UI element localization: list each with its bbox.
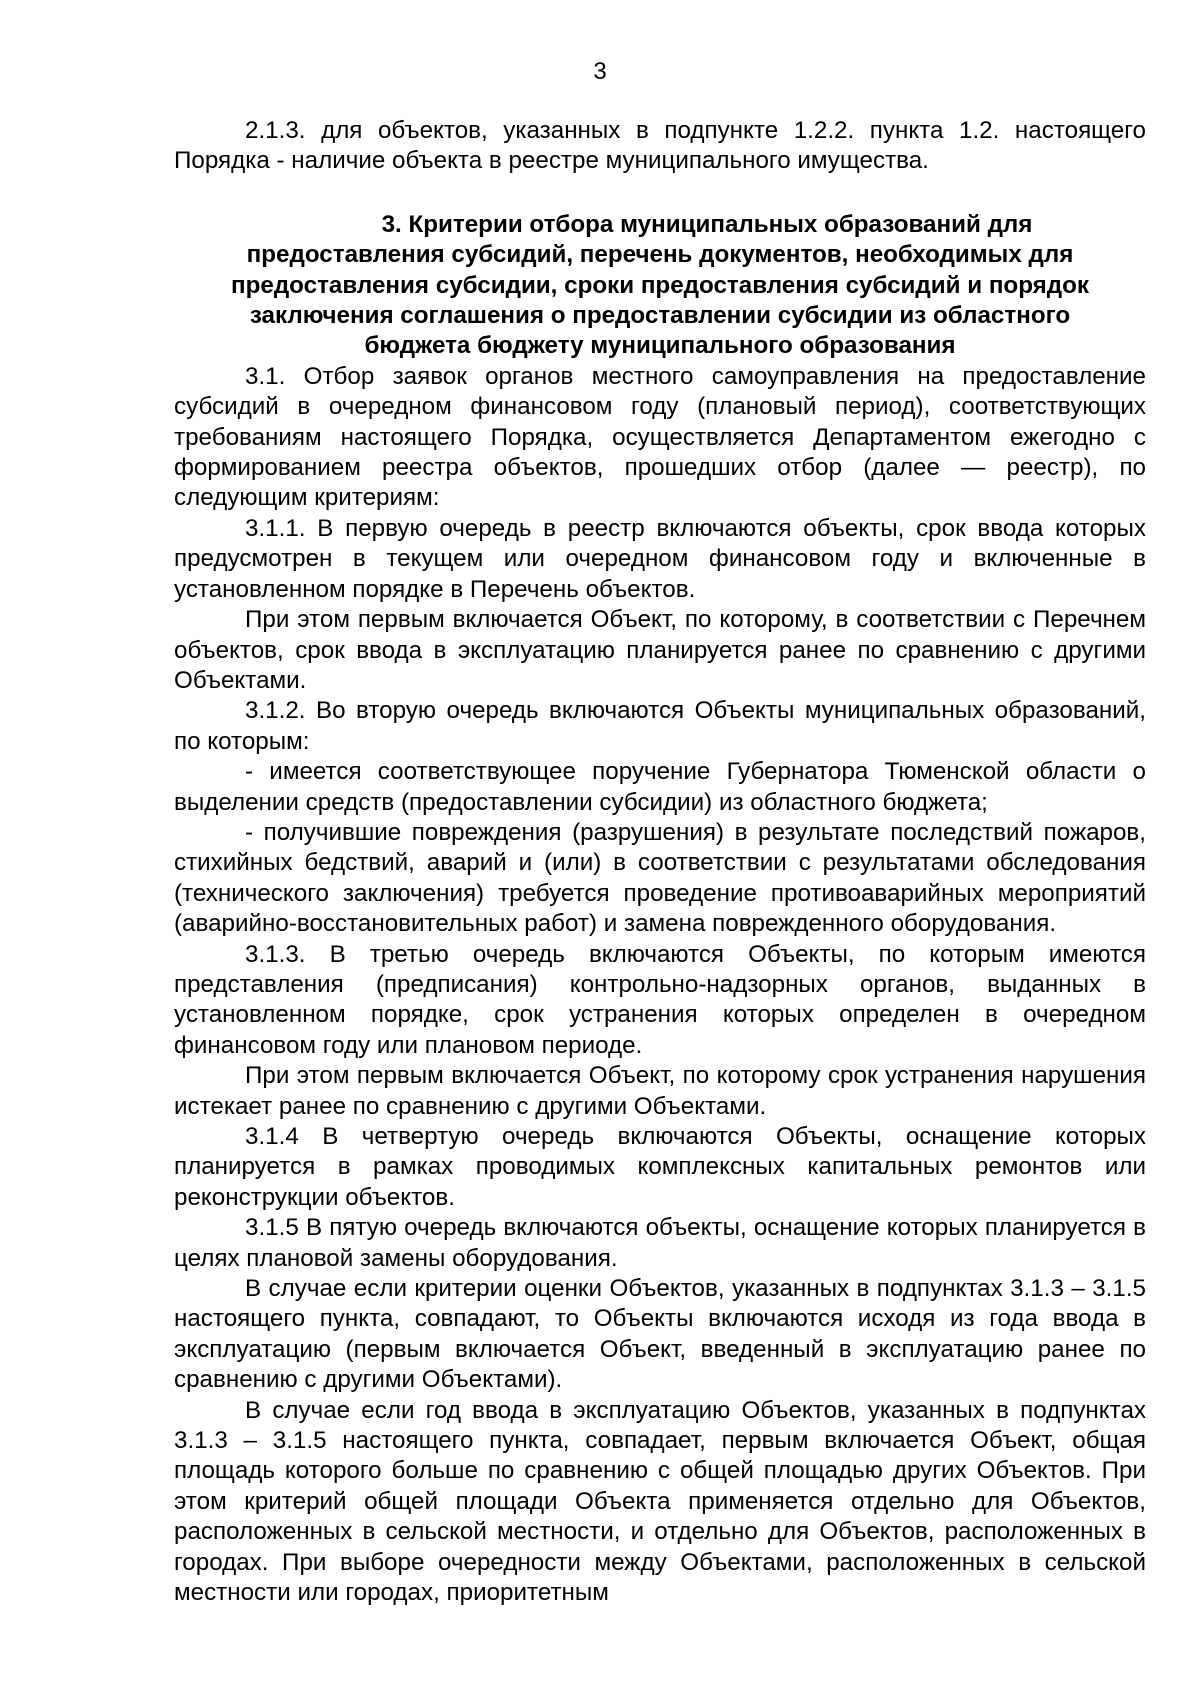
- tie-break-rule-1: В случае если критерии оценки Объектов, указанных в подпунктах 3.1.3 – 3.1.5 настоящего пункта, совпадают, то Объекты включаются исходя из года ввода в эксплуатацию (первым включается Объект, введенный в эксплуатацию ранее по сравнению с другими Объектами).: [174, 1275, 1146, 1394]
- clause-2-1-3: 2.1.3. для объектов, указанных в подпункте 1.2.2. пункта 1.2. настоящего Порядка - наличие объекта в реестре муниципального имущества.: [174, 117, 1146, 175]
- clause-3-1-3-note: При этом первым включается Объект, по которому срок устранения нарушения истекает ранее по сравнению с другими Объектами.: [174, 1062, 1146, 1120]
- clause-3-1-2-item-2: - получившие повреждения (разрушения) в результате последствий пожаров, стихийных бедствий, аварий и (или) в соответствии с результатами обследования (технического заключения) требуется проведение противоаварийных мероприятий (аварийно-восстановительных работ) и замена поврежденного оборудования.: [174, 818, 1146, 938]
- page-number: 3: [593, 58, 607, 85]
- clause-3-1-2: 3.1.2. Во вторую очередь включаются Объекты муниципальных образований, по которым:: [174, 697, 1146, 755]
- section-3-heading-line: 3. Критерии отбора муниципальных образований для: [381, 210, 1033, 238]
- clause-3-1-2-item-1: - имеется соответствующее поручение Губернатора Тюменской области о выделении средств (предоставлении субсидии) из областного бюджета;: [174, 758, 1146, 816]
- section-3-heading-line: предоставления субсидий, перечень документов, необходимых для: [246, 241, 1074, 269]
- section-3-heading: [174, 210, 1146, 362]
- tie-break-rule-2: В случае если год ввода в эксплуатацию Объектов, указанных в подпунктах 3.1.3 – 3.1.5 настоящего пункта, совпадает, первым включается Объект, общая площадь которого больше по сравнению с общей площадью других Объектов. При этом критерий общей площади Объекта применяется отдельно для Объектов, расположенных в сельской местности, и отдельно для Объектов, расположенных в городах. При выборе очередности между Объектами, расположенных в сельской местности или городах, приоритетным: [174, 1396, 1146, 1607]
- clause-3-1-1: 3.1.1. В первую очередь в реестр включаются объекты, срок ввода которых предусмотрен в текущем или очередном финансовом году и включенные в установленном порядке в Перечень объектов.: [174, 514, 1146, 603]
- clause-3-1-3: 3.1.3. В третью очередь включаются Объекты, по которым имеются представления (предписания) контрольно-надзорных органов, выданных в установленном порядке, срок устранения которых определен в очередном финансовом году или плановом периоде.: [174, 940, 1146, 1059]
- clause-3-1: 3.1. Отбор заявок органов местного самоуправления на предоставление субсидий в очередном финансовом году (плановый период), соответствующих требованиям настоящего Порядка, осуществляется Департаментом ежегодно с формированием реестра объектов, прошедших отбор (далее — реестр), по следующим критериям:: [174, 362, 1146, 512]
- section-3-heading-line: заключения соглашения о предоставлении субсидии из областного: [249, 302, 1071, 330]
- document-body: [174, 116, 1146, 1609]
- section-3-heading-line: бюджета бюджету муниципального образования: [364, 332, 956, 360]
- clause-3-1-1-note: При этом первым включается Объект, по которому, в соответствии с Перечнем объектов, срок ввода в эксплуатацию планируется ранее по сравнению с другими Объектами.: [174, 606, 1146, 694]
- clause-3-1-4: 3.1.4 В четвертую очередь включаются Объекты, оснащение которых планируется в рамках проводимых комплексных капитальных ремонтов или реконструкции объектов.: [174, 1123, 1146, 1211]
- clause-3-1-5: 3.1.5 В пятую очередь включаются объекты, оснащение которых планируется в целях плановой замены оборудования.: [174, 1214, 1146, 1272]
- section-3-heading-line: предоставления субсидии, сроки предоставления субсидий и порядок: [230, 271, 1090, 299]
